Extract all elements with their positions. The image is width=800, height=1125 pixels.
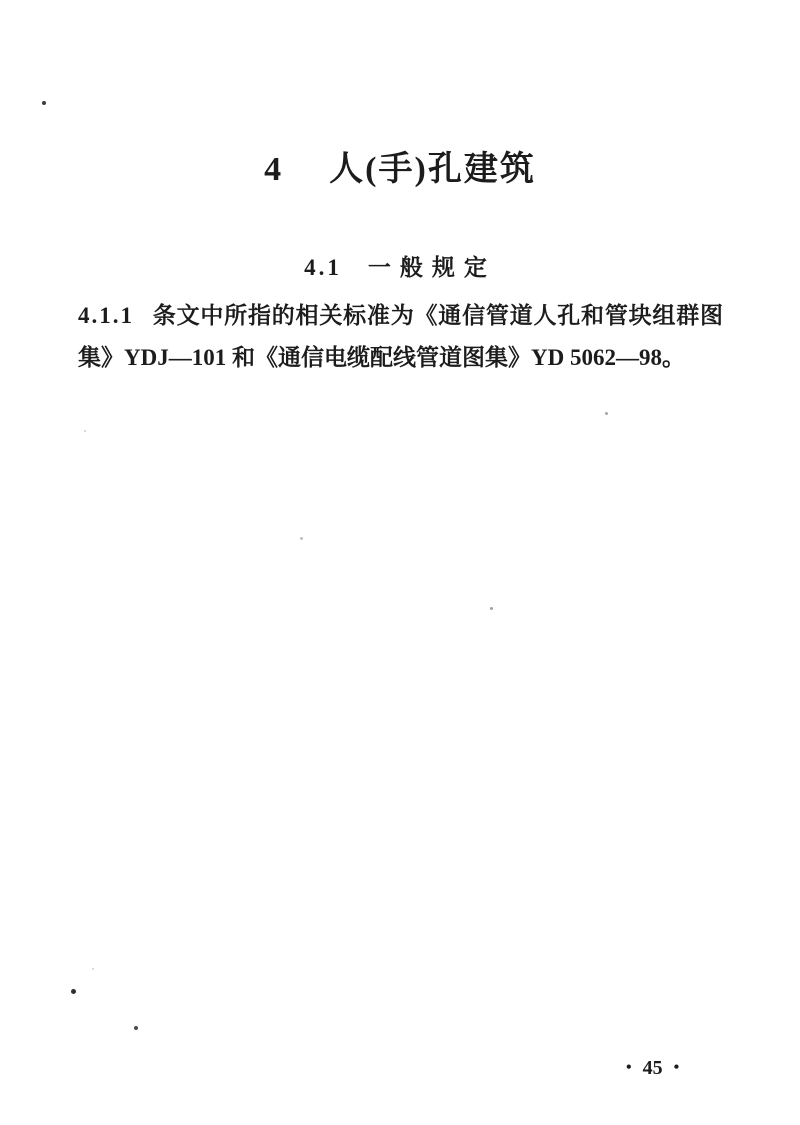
clause-number: 4.1.1 xyxy=(78,303,134,328)
clause-line-1 xyxy=(78,295,723,337)
clause-paragraph xyxy=(78,295,723,379)
section-title: 一般规定 xyxy=(367,255,496,280)
scan-speck xyxy=(605,412,608,415)
section-number: 4.1 xyxy=(304,255,342,280)
section-heading xyxy=(0,249,800,282)
scan-speck xyxy=(300,537,303,540)
chapter-number: 4 xyxy=(264,151,284,188)
footer-dot-right: • xyxy=(673,1059,680,1076)
scan-speck xyxy=(92,968,94,970)
clause-text-line-2: 集》YDJ—101 和《通信电缆配线管道图集》YD 5062—98。 xyxy=(78,345,685,370)
page-number: 45 xyxy=(642,1057,663,1079)
scan-speck xyxy=(42,101,46,105)
clause-line-2 xyxy=(78,337,723,379)
scan-speck xyxy=(490,607,493,610)
scan-speck xyxy=(134,1026,138,1030)
scan-speck xyxy=(84,430,86,432)
scan-speck xyxy=(71,989,76,994)
footer-dot-left: • xyxy=(626,1059,632,1076)
clause-text-line-1: 条文中所指的相关标准为《通信管道人孔和管块组群图 xyxy=(152,303,723,328)
chapter-heading xyxy=(0,141,800,190)
chapter-title: 人(手)孔建筑 xyxy=(329,151,536,188)
page-footer xyxy=(626,1057,679,1080)
